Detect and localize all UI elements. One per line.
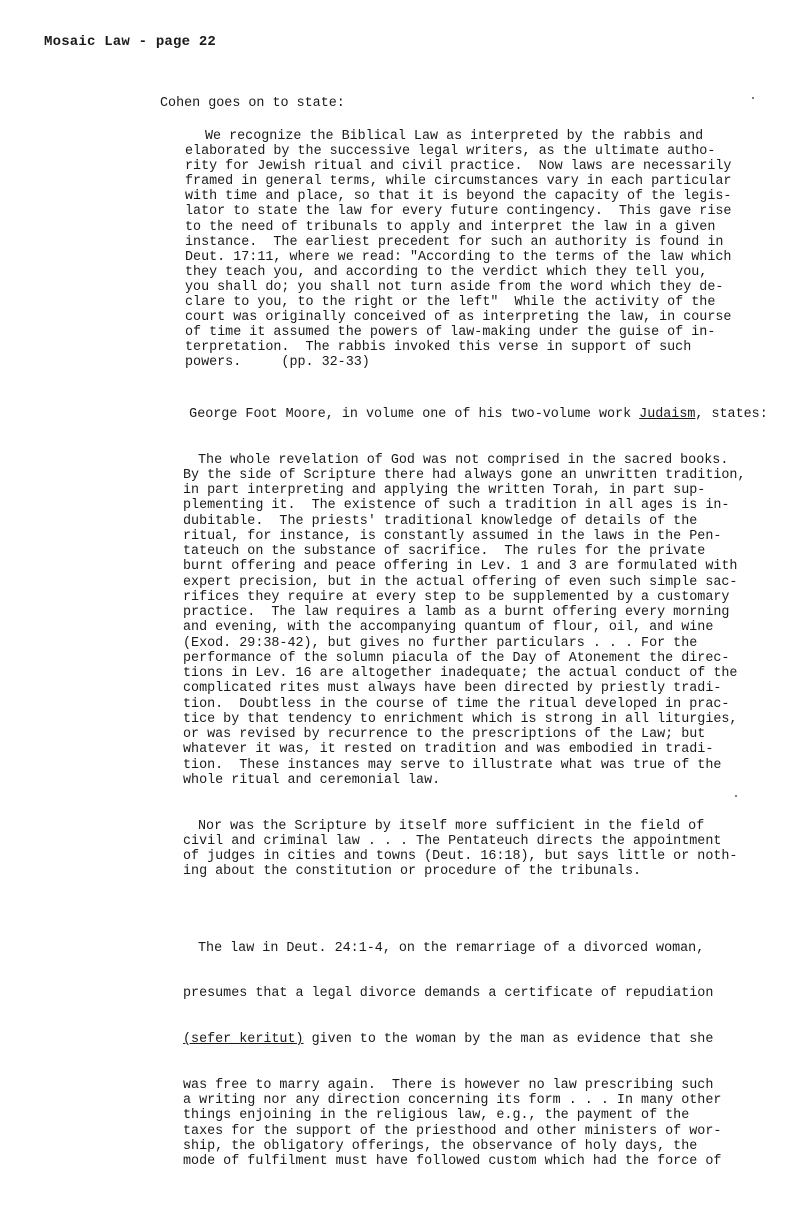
quote-line: or was revised by recurrence to the prescriptions of the Law; but — [183, 727, 706, 742]
quote-line: tice by that tendency to enrichment which is strong in all liturgies, — [183, 711, 738, 727]
quote-line: The law in Deut. 24:1-4, on the remarriage of a divorced woman, — [198, 940, 705, 956]
quote-line: complicated rites must always have been directed by priestly tradi- — [183, 681, 722, 697]
quote-line: powers. (pp. 32-33) — [185, 355, 370, 371]
quote-line: rity for Jewish ritual and civil practice. Now laws are necessarily — [185, 159, 732, 175]
quote-line: and evening, with the accompanying quantum of flour, oil, and wine — [183, 620, 714, 636]
quote-line: dubitable. The priests' traditional knowledge of details of the — [183, 513, 698, 529]
quote-line: whole ritual and ceremonial law. — [183, 772, 441, 788]
quote-line: Nor was the Scripture by itself more sufficient in the field of — [198, 818, 705, 834]
intro-moore-before: George Foot Moore, in volume one of his two-volume work — [189, 407, 640, 422]
quote-line: practice. The law requires a lamb as a burnt offering every morning — [183, 605, 730, 620]
quote-line: tions in Lev. 16 are altogether inadequate; the actual conduct of the — [183, 666, 738, 681]
quote-line: of time it assumed the powers of law-making under the guise of in- — [185, 325, 716, 341]
quote-line: a writing nor any direction concerning its form . . . In many other — [183, 1093, 722, 1108]
quote-line: tateuch on the substance of sacrifice. The rules for the private — [183, 544, 706, 559]
quote-line: elaborated by the successive legal writers, as the ultimate autho- — [185, 144, 716, 160]
quote-line: The whole revelation of God was not comprised in the sacred books. — [198, 452, 729, 468]
quote-line: tion. Doubtless in the course of time the ritual developed in prac- — [183, 696, 730, 712]
intro-cohen: Cohen goes on to state: — [160, 96, 345, 111]
quote-line: civil and criminal law . . . The Pentateuch directs the appointment — [183, 833, 722, 849]
quote-line: (Exod. 29:38-42), but gives no further particulars . . . For the — [183, 635, 698, 651]
quote-line: lator to state the law for every future contingency. This gave rise — [185, 204, 732, 220]
quote-line: was free to marry again. There is however no law prescribing such — [183, 1077, 714, 1093]
quote-line: rifices they require at every step to be supplemented by a customary — [183, 589, 730, 605]
intro-moore-after: , states: — [695, 407, 768, 422]
quote-line: performance of the solumn piacula of the Day of Atonement the direc- — [183, 650, 730, 666]
quote-line: mode of fulfilment must have followed custom which had the force of — [183, 1154, 722, 1169]
quote-line: presumes that a legal divorce demands a certificate of repudiation — [183, 986, 714, 1002]
quote-line: you shall do; you shall not turn aside from the word which they de- — [185, 279, 724, 295]
quote-line: ship, the obligatory offerings, the observance of holy days, the — [183, 1138, 698, 1154]
quote-line: burnt offering and peace offering in Lev. 1 and 3 are formulated with — [183, 559, 738, 575]
quote-line: court was originally conceived of as interpreting the law, in course — [185, 310, 732, 326]
quote-line: clare to you, to the right or the left" While the activity of the — [185, 295, 716, 311]
quote-line: things enjoining in the religious law, e.g., the payment of the — [183, 1108, 690, 1124]
quote-line: terpretation. The rabbis invoked this verse in support of such — [185, 340, 692, 356]
quote-line: tion. These instances may serve to illustrate what was true of the — [183, 757, 722, 773]
quote-line: to the need of tribunals to apply and interpret the law in a given — [185, 219, 716, 235]
block-quote-moore — [183, 422, 746, 1230]
quote-line: plementing it. The existence of such a tradition in all ages is in- — [183, 498, 730, 514]
quote-line: ritual, for instance, is constantly assumed in the laws in the Pen- — [183, 528, 722, 544]
quote-line — [183, 1032, 746, 1047]
quote-line: of judges in cities and towns (Deut. 16:18), but says little or noth- — [183, 849, 738, 864]
quote-line: We recognize the Biblical Law as interpreted by the rabbis and — [205, 129, 704, 144]
quote-line: Deut. 17:11, where we read: "According to the terms of the law which — [185, 249, 732, 265]
quote-line: they teach you, and according to the verdict which they tell you, — [185, 264, 708, 280]
moore-paragraph-3 — [183, 910, 746, 1200]
term-sefer-keritut: (sefer keritut) — [183, 1032, 304, 1047]
page-header: Mosaic Law - page 22 — [44, 34, 217, 50]
moore-paragraph-1 — [183, 453, 746, 789]
scan-speck — [735, 795, 737, 797]
quote-line-rest: given to the woman by the man as evidence that she — [303, 1032, 714, 1047]
moore-paragraph-2 — [183, 819, 746, 880]
quote-line: in part interpreting and applying the written Torah, in part sup- — [183, 483, 706, 498]
quote-line: whatever it was, it rested on tradition and was embodied in tradi- — [183, 742, 714, 758]
scan-speck — [752, 97, 754, 99]
block-quote-cohen — [185, 129, 731, 371]
quote-line: instance. The earliest precedent for such an authority is found in — [185, 234, 724, 250]
quote-line: expert precision, but in the actual offering of even such simple sac- — [183, 574, 738, 590]
book-title-judaism: Judaism — [639, 407, 696, 422]
quote-line: By the side of Scripture there had always gone an unwritten tradition, — [183, 467, 746, 483]
quote-line: taxes for the support of the priesthood and other ministers of wor- — [183, 1123, 722, 1139]
quote-line: with time and place, so that it is beyond the capacity of the legis- — [185, 189, 732, 205]
quote-line: framed in general terms, while circumstances vary in each particular — [185, 174, 732, 190]
quote-line: ing about the constitution or procedure of the tribunals. — [183, 864, 642, 880]
